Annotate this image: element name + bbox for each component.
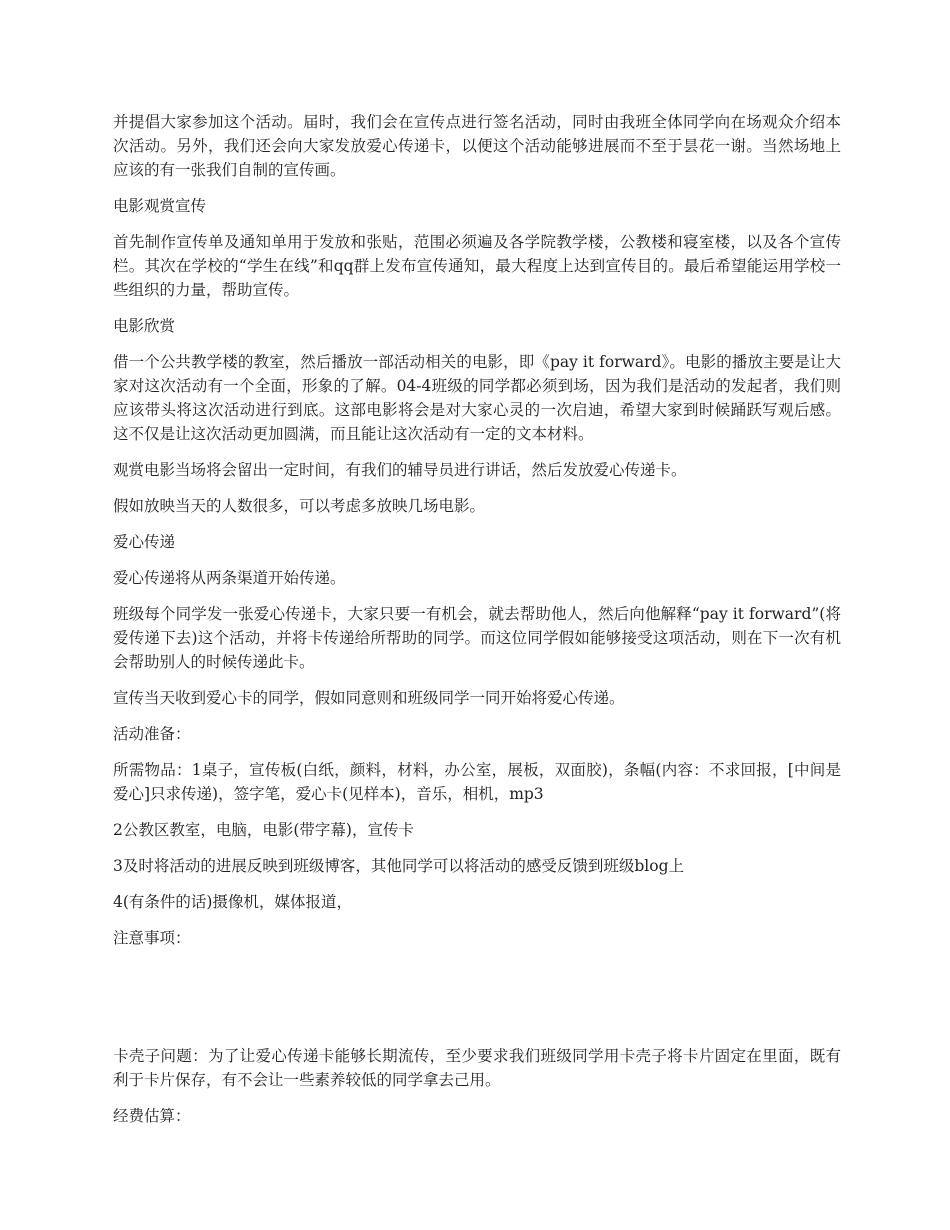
paragraph-two-channels: 爱心传递将从两条渠道开始传递。 [113, 569, 346, 587]
heading-preparation: 活动准备： [113, 725, 191, 743]
paragraph-extra-screenings: 假如放映当天的人数很多，可以考虑多放映几场电影。 [113, 497, 486, 515]
heading-budget: 经费估算： [113, 1107, 191, 1125]
blank-space [113, 962, 841, 1044]
paragraph-card-recipients: 宣传当天收到爱心卡的同学，假如同意则和班级同学一同开始将爱心传递。 [113, 689, 625, 707]
heading-movie-promotion: 电影观赏宣传 [113, 197, 207, 215]
heading-notes: 注意事项： [113, 929, 191, 947]
document-page [113, 110, 841, 1140]
paragraph-venue: 2公教区教室，电脑，电影(带字幕)，宣传卡 [113, 821, 414, 839]
paragraph-materials: 所需物品：1桌子，宣传板(白纸，颜料，材料，办公室，展板，双面胶)，条幅(内容：不求回报，[中间是爱心]只求传递)，签字笔，爱心卡(见样本)，音乐，相机，mp3 [113, 761, 841, 803]
paragraph-card-holder: 卡壳子问题：为了让爱心传递卡能够长期流传，至少要求我们班级同学用卡壳子将卡片固定在里面，既有利于卡片保存，有不会让一些素养较低的同学拿去己用。 [113, 1047, 841, 1089]
paragraph-blog: 3及时将活动的进展反映到班级博客，其他同学可以将活动的感受反馈到班级blog上 [113, 857, 684, 875]
heading-movie-viewing: 电影欣赏 [113, 317, 176, 335]
paragraph-media: 4(有条件的话)摄像机，媒体报道， [113, 893, 352, 911]
paragraph-intro: 并提倡大家参加这个活动。届时，我们会在宣传点进行签名活动，同时由我班全体同学向在场观众介绍本次活动。另外，我们还会向大家发放爱心传递卡，以便这个活动能够进展而不至于昙花一谢。当然场地上应该的有一张我们自制的宣传画。 [113, 113, 841, 179]
heading-love-passing: 爱心传递 [113, 533, 176, 551]
paragraph-promotion-plan: 首先制作宣传单及通知单用于发放和张贴，范围必须遍及各学院教学楼，公教楼和寝室楼，以及各个宣传栏。其次在学校的“学生在线”和qq群上发布宣传通知，最大程度上达到宣传目的。最后希望能运用学校一些组织的力量，帮助宣传。 [113, 233, 841, 299]
paragraph-card-passing: 班级每个同学发一张爱心传递卡，大家只要一有机会，就去帮助他人，然后向他解释“pay it forward”(将爱传递下去)这个活动，并将卡传递给所帮助的同学。而这位同学假如能够接受这项活动，则在下一次有机会帮助别人的时候传递此卡。 [113, 605, 841, 671]
paragraph-screening-speech: 观赏电影当场将会留出一定时间，有我们的辅导员进行讲话，然后发放爱心传递卡。 [113, 461, 687, 479]
paragraph-movie-screening: 借一个公共教学楼的教室，然后播放一部活动相关的电影，即《pay it forward》。电影的播放主要是让大家对这次活动有一个全面，形象的了解。04-4班级的同学都必须到场，因为我们是活动的发起者，我们则应该带头将这次活动进行到底。这部电影将会是对大家心灵的一次启迪，希望大家到时候踊跃写观后感。这不仅是让这次活动更加圆满，而且能让这次活动有一定的文本材料。 [113, 353, 841, 443]
